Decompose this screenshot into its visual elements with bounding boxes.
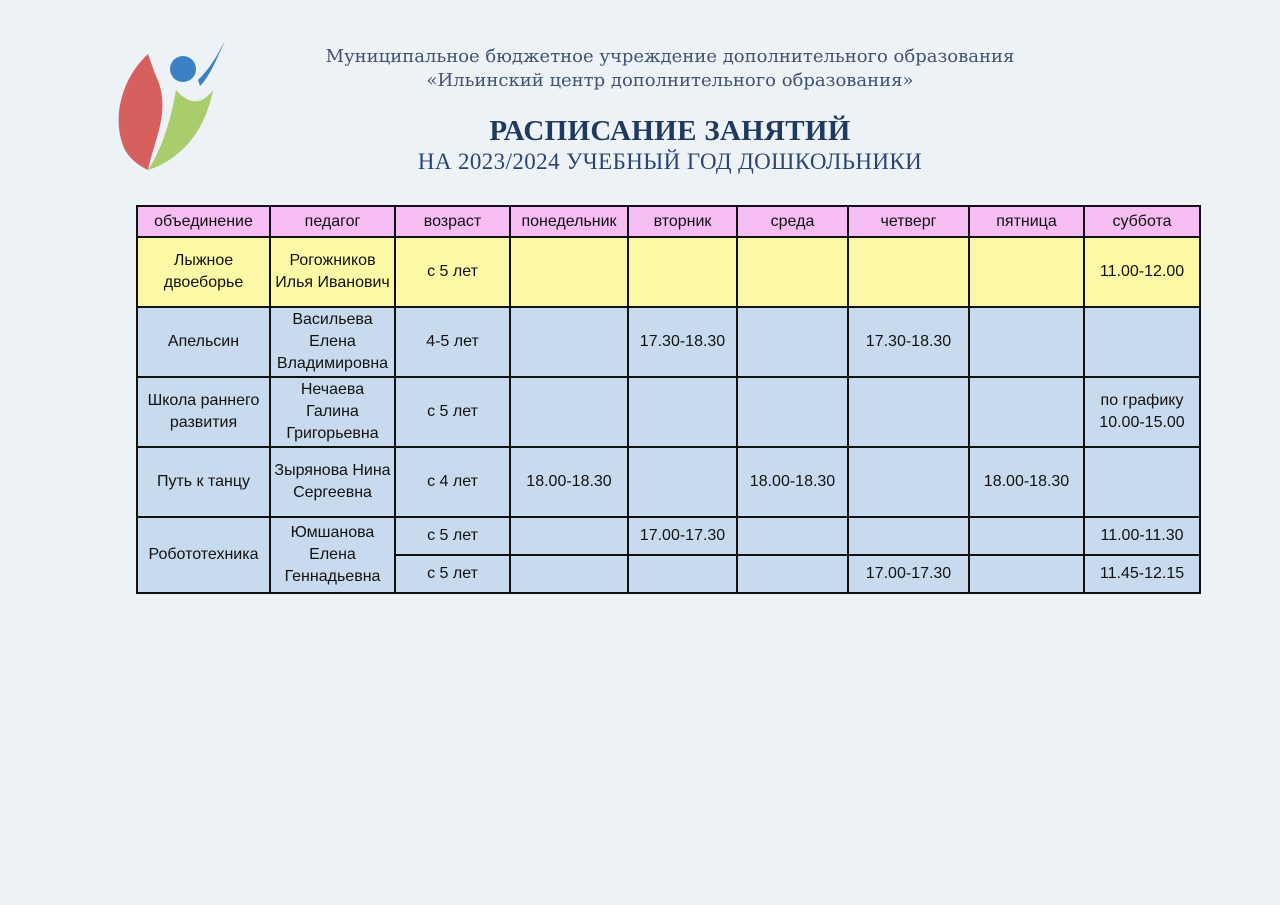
- cell-tue: [628, 377, 737, 447]
- cell-mon: [510, 307, 628, 377]
- cell-mon: [510, 555, 628, 593]
- table-row: [137, 517, 1200, 555]
- col-header: четверг: [848, 206, 969, 237]
- cell-tue: 17.30-18.30: [628, 307, 737, 377]
- table-header-row: [137, 206, 1200, 237]
- col-header: педагог: [270, 206, 395, 237]
- cell-sat: 11.00-11.30: [1084, 517, 1200, 555]
- cell-sat: [1084, 307, 1200, 377]
- cell-group: Путь к танцу: [137, 447, 270, 517]
- cell-group: Школа раннего развития: [137, 377, 270, 447]
- cell-wed: 18.00-18.30: [737, 447, 848, 517]
- table-row: [137, 307, 1200, 377]
- page-title: [240, 114, 1100, 176]
- table-row: [137, 237, 1200, 307]
- col-header: возраст: [395, 206, 510, 237]
- cell-wed: [737, 555, 848, 593]
- cell-teacher: Юмшанова Елена Геннадьевна: [270, 517, 395, 593]
- cell-teacher: Васильева Елена Владимировна: [270, 307, 395, 377]
- col-header: пятница: [969, 206, 1084, 237]
- cell-wed: [737, 517, 848, 555]
- org-line-1: Муниципальное бюджетное учреждение дополнительного образования: [325, 46, 1015, 67]
- cell-age: 4-5 лет: [395, 307, 510, 377]
- cell-tue: 17.00-17.30: [628, 517, 737, 555]
- cell-age: с 5 лет: [395, 555, 510, 593]
- cell-thu: [848, 377, 969, 447]
- col-header: вторник: [628, 206, 737, 237]
- cell-thu: 17.30-18.30: [848, 307, 969, 377]
- cell-sat: по графику 10.00-15.00: [1084, 377, 1200, 447]
- cell-sat: [1084, 447, 1200, 517]
- cell-fri: [969, 555, 1084, 593]
- cell-mon: [510, 377, 628, 447]
- cell-wed: [737, 307, 848, 377]
- cell-teacher: Зырянова Нина Сергеевна: [270, 447, 395, 517]
- cell-wed: [737, 237, 848, 307]
- cell-teacher: Нечаева Галина Григорьевна: [270, 377, 395, 447]
- cell-mon: [510, 237, 628, 307]
- cell-fri: [969, 377, 1084, 447]
- cell-mon: [510, 517, 628, 555]
- cell-age: с 5 лет: [395, 377, 510, 447]
- cell-sat: 11.00-12.00: [1084, 237, 1200, 307]
- organization-name: [240, 45, 1100, 93]
- cell-thu: [848, 517, 969, 555]
- cell-thu: [848, 447, 969, 517]
- cell-sat: 11.45-12.15: [1084, 555, 1200, 593]
- cell-group: Робототехника: [137, 517, 270, 593]
- cell-age: с 5 лет: [395, 517, 510, 555]
- col-header: среда: [737, 206, 848, 237]
- cell-tue: [628, 237, 737, 307]
- cell-mon: 18.00-18.30: [510, 447, 628, 517]
- cell-fri: [969, 517, 1084, 555]
- schedule-table: [136, 205, 1201, 594]
- cell-group: Апельсин: [137, 307, 270, 377]
- cell-tue: [628, 555, 737, 593]
- cell-age: с 5 лет: [395, 237, 510, 307]
- cell-fri: [969, 237, 1084, 307]
- cell-thu: 17.00-17.30: [848, 555, 969, 593]
- col-header: понедельник: [510, 206, 628, 237]
- cell-group: Лыжное двоеборье: [137, 237, 270, 307]
- table-row: [137, 377, 1200, 447]
- title-sub: НА 2023/2024 УЧЕБНЫЙ ГОД ДОШКОЛЬНИКИ: [417, 149, 923, 174]
- cell-wed: [737, 377, 848, 447]
- cell-thu: [848, 237, 969, 307]
- title-main: РАСПИСАНИЕ ЗАНЯТИЙ: [489, 115, 851, 147]
- table-row: [137, 447, 1200, 517]
- org-line-2: «Ильинский центр дополнительного образования»: [426, 70, 914, 91]
- cell-teacher: Рогожников Илья Иванович: [270, 237, 395, 307]
- cell-tue: [628, 447, 737, 517]
- col-header: объединение: [137, 206, 270, 237]
- logo-icon: [112, 40, 230, 172]
- cell-age: с 4 лет: [395, 447, 510, 517]
- col-header: суббота: [1084, 206, 1200, 237]
- cell-fri: [969, 307, 1084, 377]
- cell-fri: 18.00-18.30: [969, 447, 1084, 517]
